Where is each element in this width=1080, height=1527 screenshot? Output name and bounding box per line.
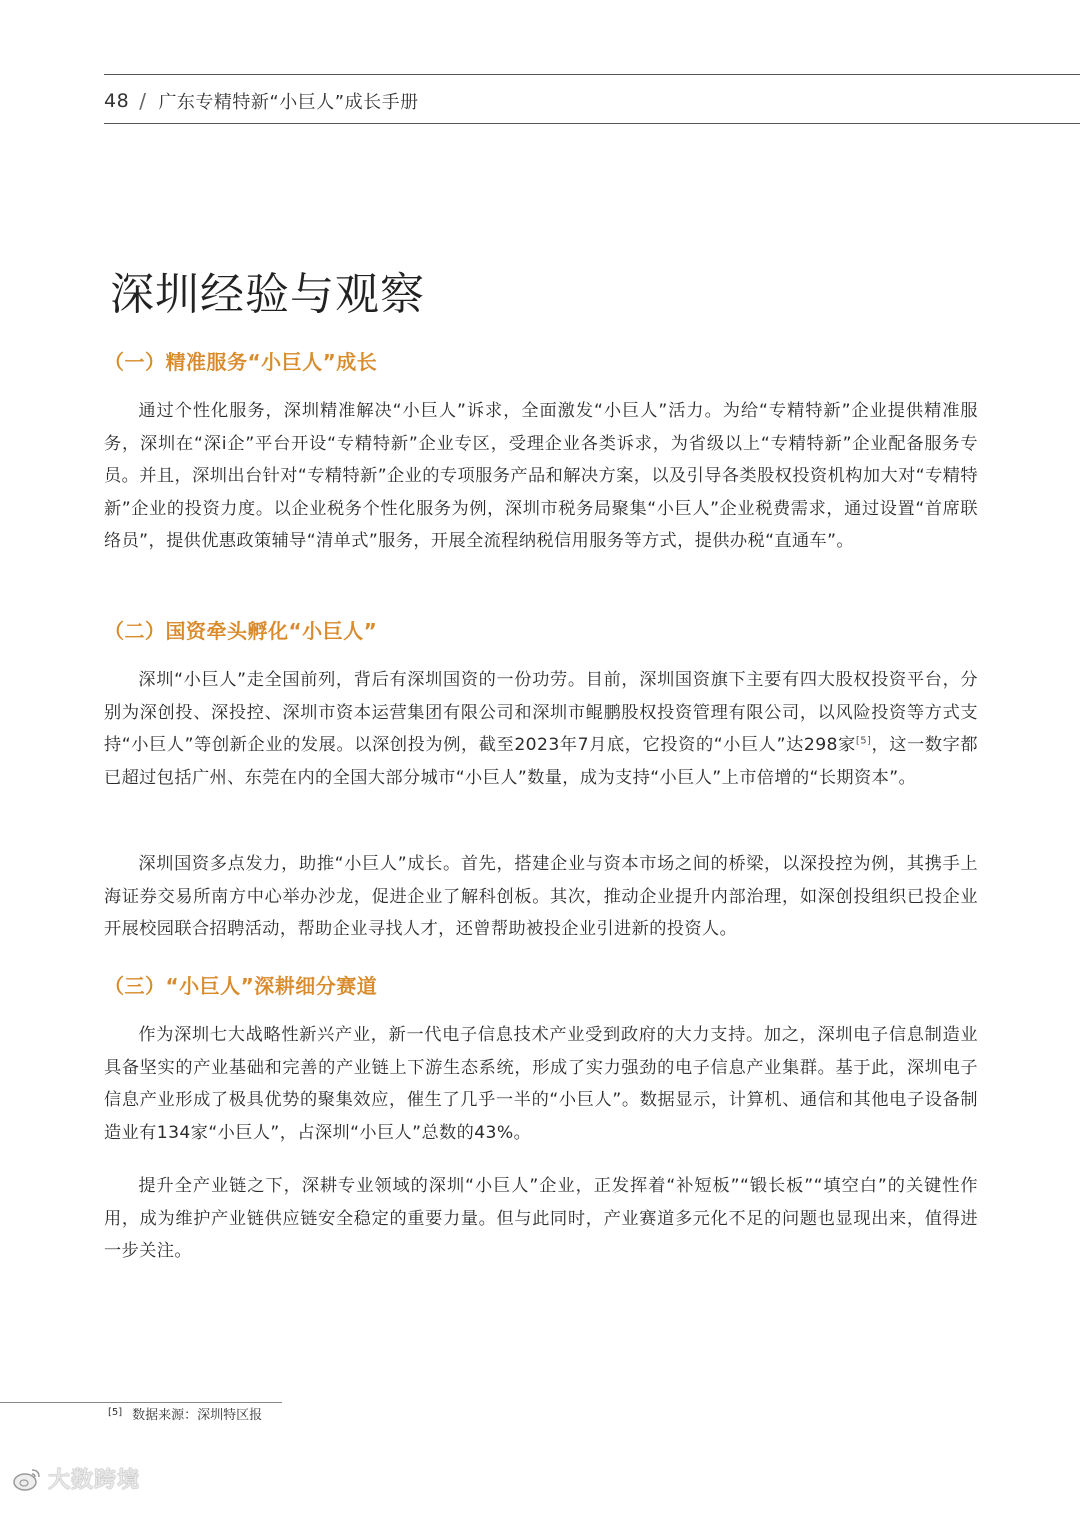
footnote-mark: [5]: [108, 1407, 123, 1418]
paragraph-text: 深圳“小巨人”走全国前列，背后有深圳国资的一份功劳。目前，深圳国资旗下主要有四大股权投资平台，分别为深创投、深投控、深圳市资本运营集团有限公司和深圳市鲲鹏股权投资管理有限公司，以风险投资等方式支持“小巨人”等创新企业的发展。以深创投为例，截至2023年7月底，它投资的“小巨人”达298家: [104, 670, 978, 755]
footnote-text: 数据来源：深圳特区报: [132, 1408, 263, 1423]
section-heading-3: （三）“小巨人”深耕细分赛道: [104, 974, 378, 998]
paragraph-text: ，这一数字都已超过包括广州、东莞在内的全国大部分城市“小巨人”数量，成为支持“小巨人”上市倍增的“长期资本”。: [104, 735, 978, 788]
watermark-text: 大数跨境: [48, 1468, 141, 1493]
page-number: 48: [104, 90, 130, 112]
section-heading-1: （一）精准服务“小巨人”成长: [104, 350, 378, 374]
book-title: 广东专精特新“小巨人”成长手册: [158, 92, 419, 113]
section-2-paragraph-1: [104, 664, 978, 794]
header-rule-top: [104, 74, 1080, 75]
section-heading-2: （二）国资牵头孵化“小巨人”: [104, 619, 378, 643]
weibo-logo-icon: [12, 1466, 42, 1492]
section-2-paragraph-2: 深圳国资多点发力，助推“小巨人”成长。首先，搭建企业与资本市场之间的桥梁，以深投控为例，其携手上海证券交易所南方中心举办沙龙，促进企业了解科创板。其次，推动企业提升内部治理，如深创投组织已投企业开展校园联合招聘活动，帮助企业寻找人才，还曾帮助被投企业引进新的投资人。: [104, 854, 978, 939]
section-3-paragraph-1: 作为深圳七大战略性新兴产业，新一代电子信息技术产业受到政府的大力支持。加之，深圳电子信息制造业具备坚实的产业基础和完善的产业链上下游生态系统，形成了实力强劲的电子信息产业集群。基于此，深圳电子信息产业形成了极具优势的聚集效应，催生了几乎一半的“小巨人”。数据显示，计算机、通信和其他电子设备制造业有134家“小巨人”，占深圳“小巨人”总数的43%。: [104, 1025, 978, 1143]
header-rule-bottom: [104, 123, 1080, 124]
section-3-paragraph-2: 提升全产业链之下，深耕专业领域的深圳“小巨人”企业，正发挥着“补短板”“锻长板”“填空白”的关键性作用，成为维护产业链供应链安全稳定的重要力量。但与此同时，产业赛道多元化不足的问题也显现出来，值得进一步关注。: [104, 1176, 978, 1261]
footnote: [108, 1404, 262, 1423]
footnote-reference[interactable]: [5]: [855, 735, 872, 747]
chapter-title: 深圳经验与观察: [110, 269, 425, 320]
running-header: [104, 86, 419, 116]
header-separator: /: [139, 89, 147, 113]
section-1-paragraph-1: 通过个性化服务，深圳精准解决“小巨人”诉求，全面激发“小巨人”活力。为给“专精特新”企业提供精准服务，深圳在“深i企”平台开设“专精特新”企业专区，受理企业各类诉求，为省级以上“专精特新”企业配备服务专员。并且，深圳出台针对“专精特新”企业的专项服务产品和解决方案，以及引导各类股权投资机构加大对“专精特新”企业的投资力度。以企业税务个性化服务为例，深圳市税务局聚集“小巨人”企业税费需求，通过设置“首席联络员”，提供优惠政策辅导“清单式”服务，开展全流程纳税信用服务等方式，提供办税“直通车”。: [104, 401, 978, 551]
footnote-rule: [0, 1402, 282, 1403]
watermark: [12, 1463, 140, 1494]
